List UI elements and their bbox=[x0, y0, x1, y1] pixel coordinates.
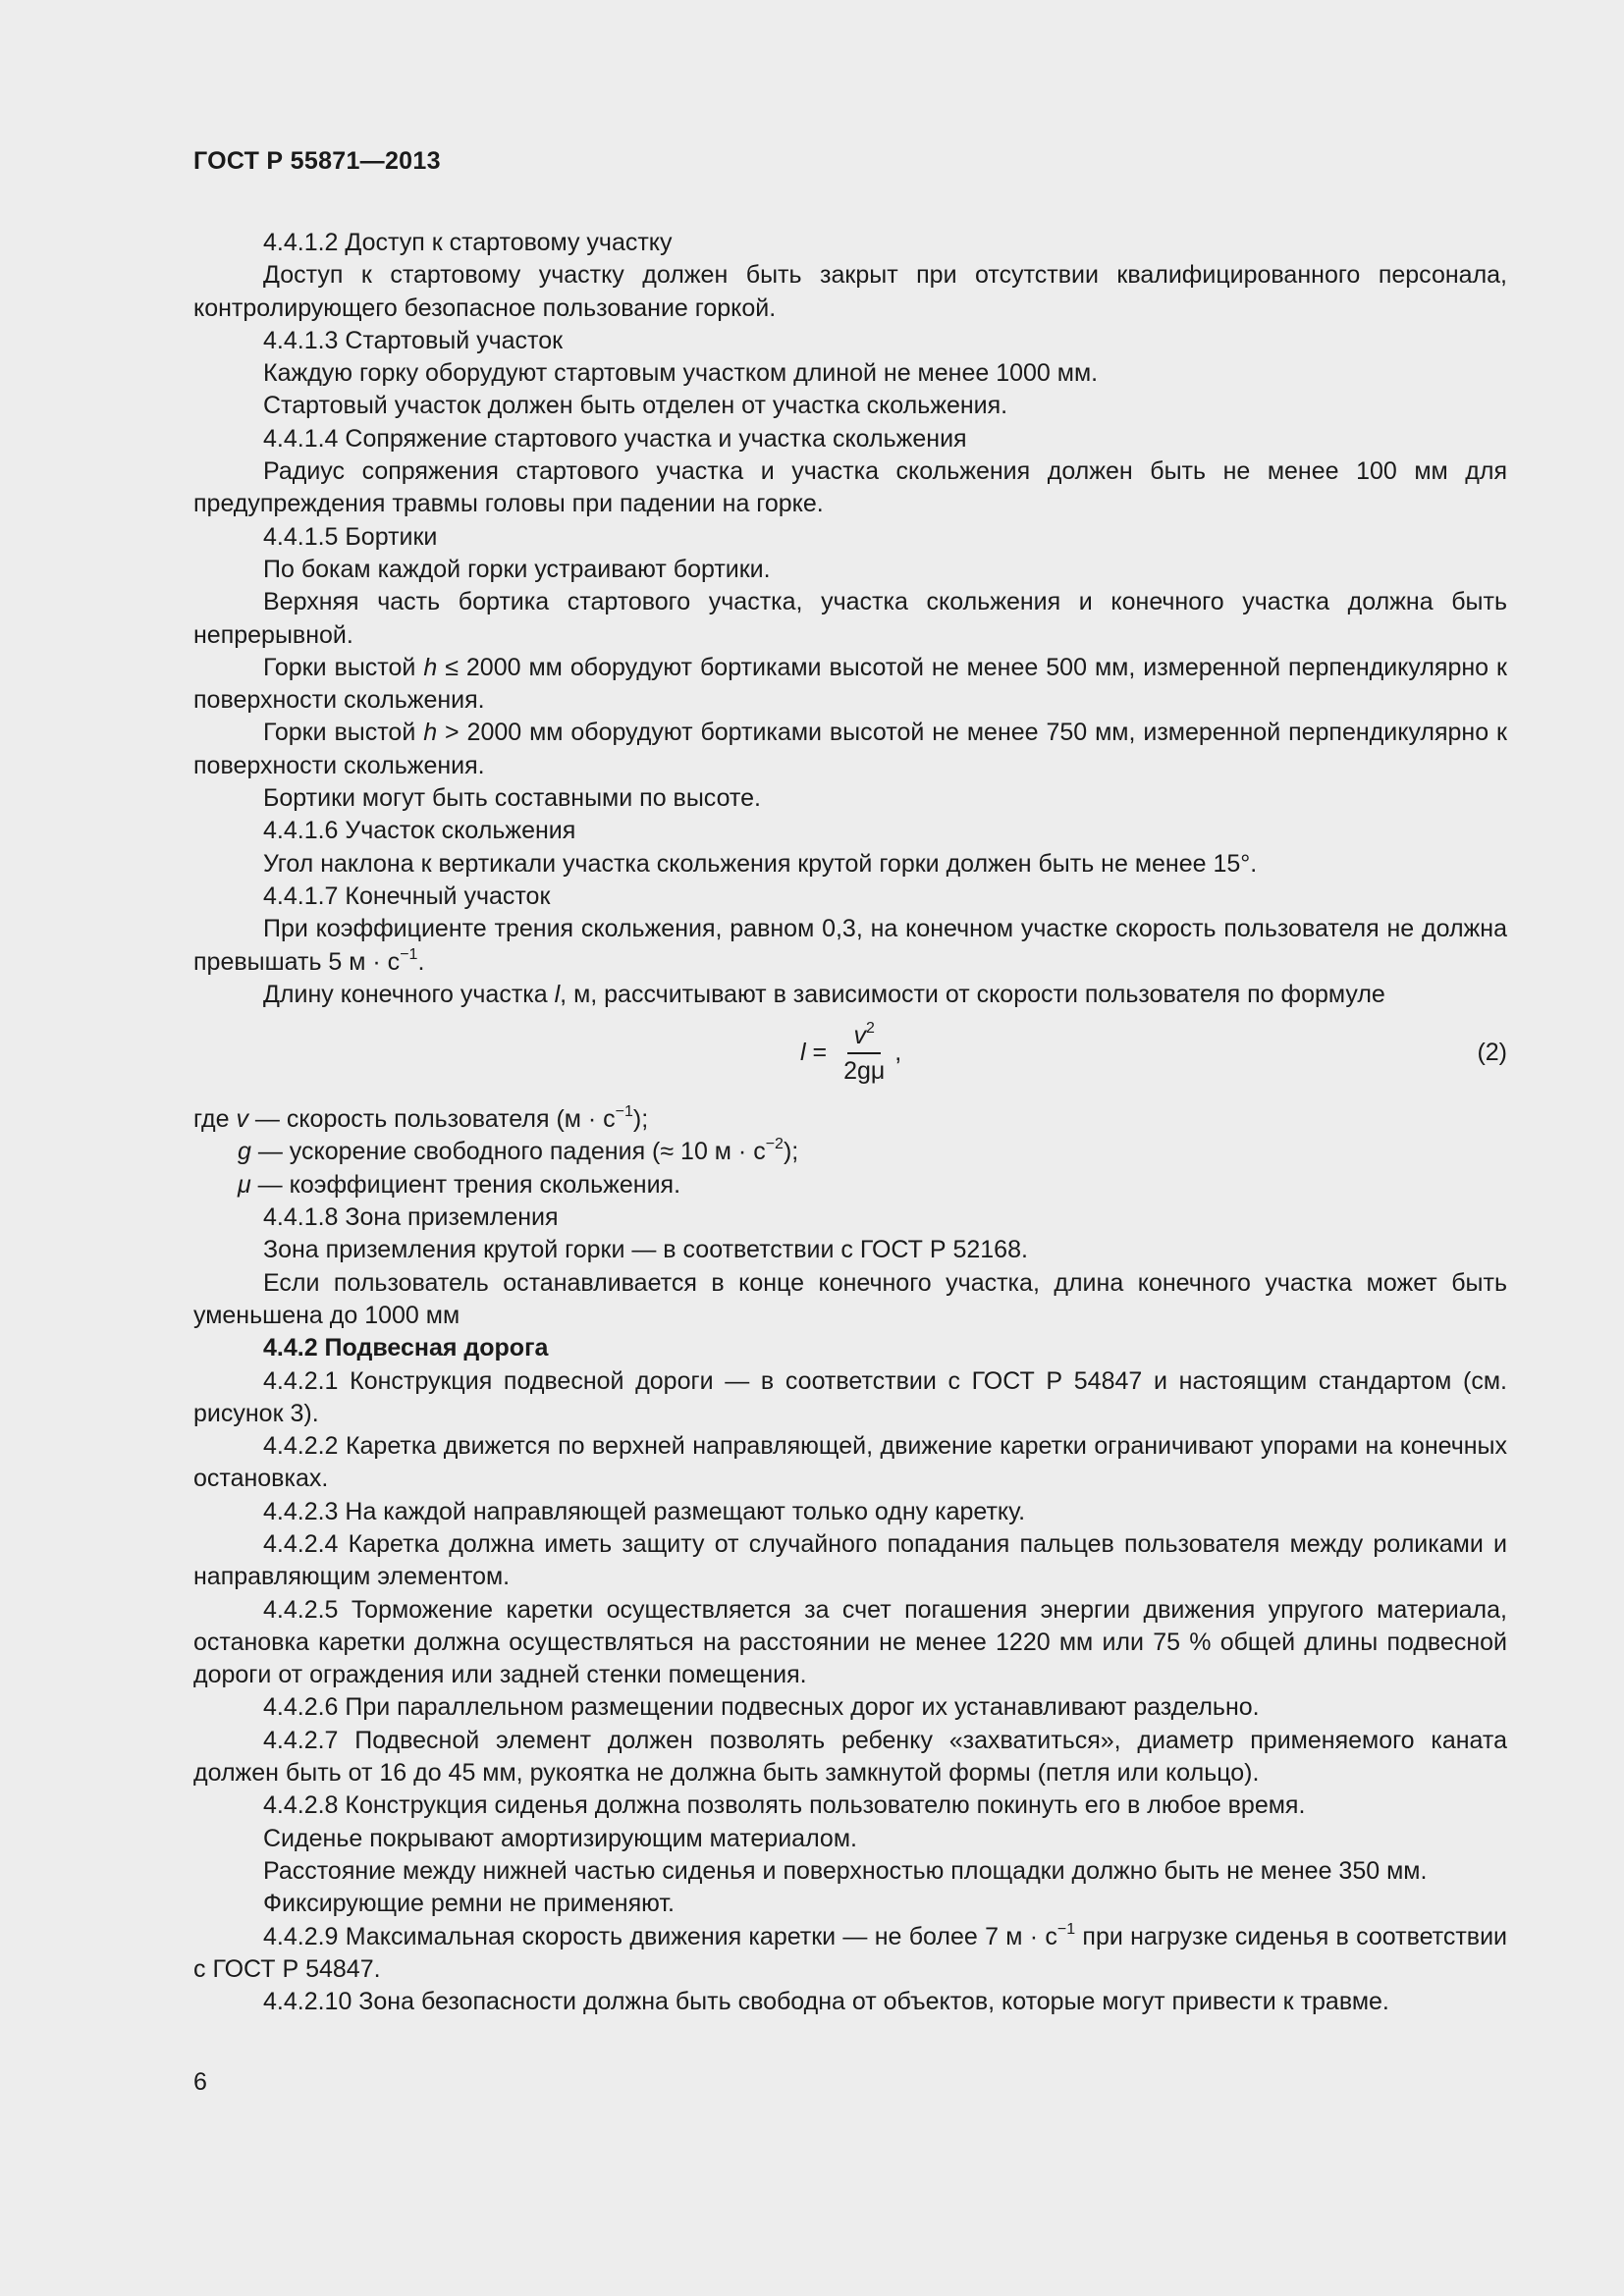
paragraph: 4.4.2.3 На каждой направляющей размещают только одну каретку. bbox=[263, 1497, 1026, 1525]
page-number: 6 bbox=[193, 2068, 207, 2096]
equation-number: (2) bbox=[1477, 1039, 1507, 1067]
paragraph: Стартовый участок должен быть отделен от участка скольжения. bbox=[263, 392, 1008, 420]
paragraph: Зона приземления крутой горки — в соответствии с ГОСТ Р 52168. bbox=[263, 1236, 1028, 1264]
formula-num-var: v bbox=[853, 1022, 866, 1050]
paragraph: Радиус сопряжения стартового участка и участка скольжения должен быть не менее 100 мм для предупреждения травмы головы при падении на горке. bbox=[193, 457, 1507, 518]
math-variable: v bbox=[236, 1105, 248, 1134]
paragraph-text: При коэффициенте трения скольжения, равном 0,3, на конечном участке скорость пользователя не должна превышать 5 м · с bbox=[193, 915, 1507, 976]
math-variable: μ bbox=[238, 1170, 251, 1199]
paragraph-text: ≤ 2000 мм оборудуют бортиками высотой не менее 500 мм, измеренной перпендикулярно к поверхности скольжения. bbox=[193, 653, 1507, 715]
legend-lead: где bbox=[193, 1105, 237, 1134]
paragraph-text: Длину конечного участка bbox=[263, 980, 555, 1008]
paragraph: Бортики могут быть составными по высоте. bbox=[263, 784, 761, 813]
legend-end: ); bbox=[632, 1105, 649, 1134]
legend-line bbox=[193, 1136, 1507, 1168]
paragraph: 4.4.2 Подвесная дорога bbox=[263, 1334, 549, 1362]
paragraph: 4.4.1.6 Участок скольжения bbox=[263, 817, 576, 845]
paragraph: 4.4.2.2 Каретка движется по верхней направляющей, движение каретки ограничивают упорами на конечных остановках. bbox=[193, 1432, 1507, 1493]
formula-denominator: 2gμ bbox=[843, 1057, 886, 1086]
math-variable: h bbox=[423, 719, 438, 747]
paragraph-text: . bbox=[417, 947, 425, 976]
legend-text: — скорость пользователя (м · с bbox=[247, 1105, 616, 1134]
document-body bbox=[193, 227, 1507, 2018]
paragraph bbox=[193, 717, 1507, 782]
paragraph: 4.4.2.6 При параллельном размещении подвесных дорог их устанавливают раздельно. bbox=[263, 1693, 1260, 1722]
legend-text: — коэффициент трения скольжения. bbox=[250, 1170, 681, 1199]
paragraph bbox=[193, 1921, 1507, 1987]
paragraph: 4.4.1.7 Конечный участок bbox=[263, 881, 551, 910]
paragraph: 4.4.2.7 Подвесной элемент должен позволять ребенку «захватиться», диаметр применяемого каната должен быть от 16 до 45 мм, рукоятка не должна быть замкнутой формы (петля или кольцо). bbox=[193, 1726, 1507, 1788]
formula-block bbox=[193, 1015, 1507, 1103]
paragraph-text: Горки выстой bbox=[263, 653, 424, 681]
paragraph: Каждую горку оборудуют стартовым участком длиной не менее 1000 мм. bbox=[263, 359, 1099, 388]
paragraph: 4.4.1.5 Бортики bbox=[263, 522, 438, 551]
superscript: −2 bbox=[765, 1136, 784, 1153]
superscript: −1 bbox=[400, 945, 418, 963]
paragraph-text: Горки выстой bbox=[263, 719, 424, 747]
paragraph: 4.4.1.8 Зона приземления bbox=[263, 1203, 559, 1232]
paragraph-text: > 2000 мм оборудуют бортиками высотой не менее 750 мм, измеренной перпендикулярно к поверхности скольжения. bbox=[193, 719, 1507, 779]
paragraph: 4.4.1.3 Стартовый участок bbox=[263, 326, 564, 354]
legend-line bbox=[193, 1103, 1507, 1136]
paragraph bbox=[193, 979, 1507, 1011]
legend-text: — ускорение свободного падения (≈ 10 м · с bbox=[250, 1138, 766, 1166]
formula-lhs: l bbox=[800, 1039, 806, 1067]
paragraph: Расстояние между нижней частью сиденья и поверхностью площадки должно быть не менее 350 мм. bbox=[263, 1856, 1428, 1885]
document-header: ГОСТ Р 55871—2013 bbox=[193, 147, 441, 175]
formula-equals: = bbox=[805, 1039, 835, 1067]
formula-legend bbox=[193, 1103, 1507, 1201]
superscript: −1 bbox=[1056, 1920, 1076, 1938]
paragraph: Верхняя часть бортика стартового участка, участка скольжения и конечного участка должна быть непрерывной. bbox=[193, 588, 1507, 649]
paragraph-text: , м, рассчитывают в зависимости от скорости пользователя по формуле bbox=[560, 980, 1385, 1008]
paragraph-text: 4.4.2.9 Максимальная скорость движения каретки — не более 7 м · с bbox=[263, 1922, 1057, 1950]
paragraph: Если пользователь останавливается в конце конечного участка, длина конечного участка может быть уменьшена до 1000 мм bbox=[193, 1268, 1507, 1329]
paragraph bbox=[193, 913, 1507, 979]
paragraph: 4.4.2.10 Зона безопасности должна быть свободна от объектов, которые могут привести к травме. bbox=[263, 1988, 1389, 2016]
paragraph bbox=[193, 652, 1507, 718]
formula-fraction bbox=[838, 1021, 891, 1086]
legend-end: ); bbox=[783, 1138, 799, 1166]
paragraph: 4.4.2.4 Каретка должна иметь защиту от случайного попадания пальцев пользователя между роликами и направляющим элементом. bbox=[193, 1529, 1507, 1591]
paragraph: По бокам каждой горки устраивают бортики. bbox=[263, 555, 771, 583]
formula-num-sup: 2 bbox=[865, 1020, 875, 1038]
formula-numerator bbox=[847, 1021, 880, 1054]
paragraph: 4.4.1.2 Доступ к стартовому участку bbox=[263, 229, 673, 256]
paragraph-text: при нагрузке сиденья в соответствии с ГОСТ Р 54847. bbox=[193, 1922, 1508, 1983]
formula-trail: , bbox=[894, 1039, 902, 1067]
paragraph: 4.4.2.1 Конструкция подвесной дороги — в соответствии с ГОСТ Р 54847 и настоящим стандартом (см. рисунок 3). bbox=[193, 1366, 1507, 1427]
math-variable: g bbox=[238, 1138, 251, 1166]
paragraph: 4.4.1.4 Сопряжение стартового участка и участка скольжения bbox=[263, 424, 967, 453]
paragraph: 4.4.2.5 Торможение каретки осуществляется за счет погашения энергии движения упругого материала, остановка каретки должна осуществляться на расстоянии не менее 1220 мм или 75 % общей длины подвесной дороги от ограждения или задней стенки помещения. bbox=[193, 1595, 1507, 1689]
legend-line bbox=[193, 1169, 1507, 1201]
paragraph: Угол наклона к вертикали участка скольжения крутой горки должен быть не менее 15°. bbox=[263, 849, 1258, 878]
paragraph: Доступ к стартовому участку должен быть закрыт при отсутствии квалифицированного персонала, контролирующего безопасное пользование горкой. bbox=[193, 261, 1507, 322]
paragraph: Сиденье покрывают амортизирующим материалом. bbox=[263, 1824, 857, 1852]
math-variable: l bbox=[554, 980, 561, 1008]
paragraph: Фиксирующие ремни не применяют. bbox=[263, 1890, 675, 1918]
paragraph: 4.4.2.8 Конструкция сиденья должна позволять пользователю покинуть его в любое время. bbox=[263, 1791, 1306, 1820]
text-section bbox=[193, 227, 1507, 1011]
math-variable: h bbox=[423, 653, 438, 681]
formula bbox=[800, 1021, 901, 1086]
superscript: −1 bbox=[615, 1103, 633, 1121]
text-section bbox=[193, 1201, 1507, 2018]
